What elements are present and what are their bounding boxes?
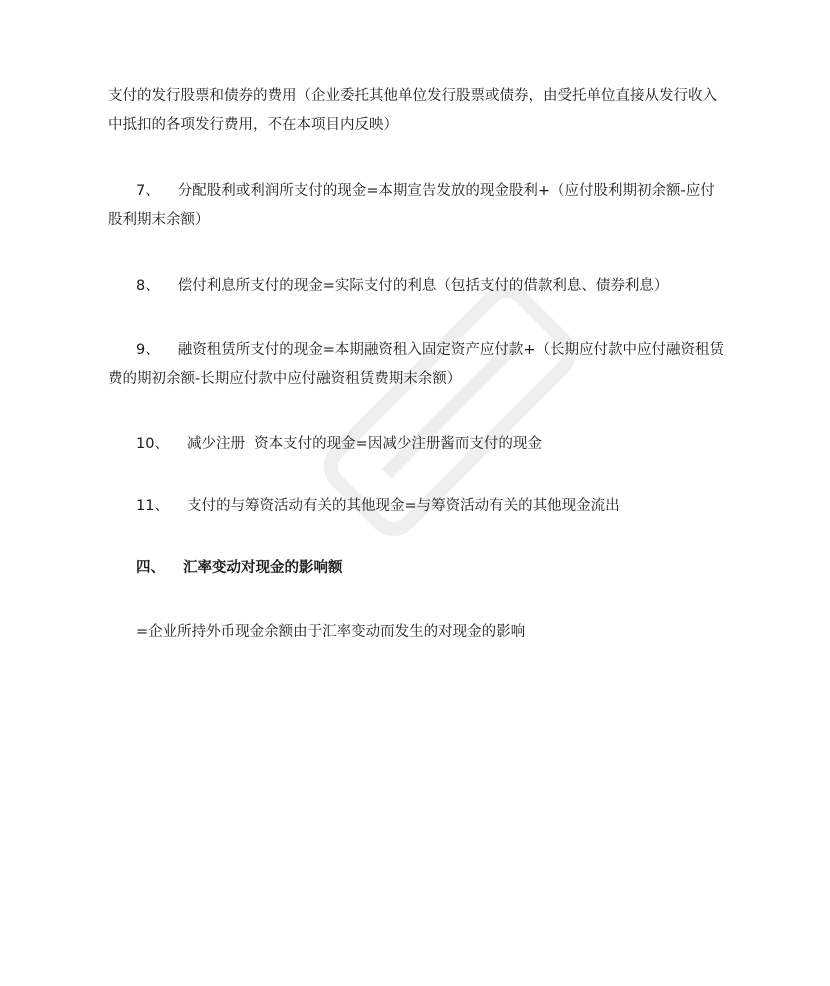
paragraph-continued bbox=[108, 82, 728, 140]
paragraph-item-7 bbox=[108, 177, 728, 235]
item-number: 8、 bbox=[136, 278, 160, 294]
item-text: 减少注册 资本支付的现金=因减少注册酱而支付的现金 bbox=[186, 436, 542, 452]
item-number: 10、 bbox=[136, 436, 169, 452]
item-number: 7、 bbox=[136, 183, 160, 199]
item-text: 分配股利或利润所支付的现金=本期宣告发放的现金股利+（应付股利期初余额-应付股利期末余额） bbox=[108, 183, 715, 228]
paragraph-item-9 bbox=[108, 336, 728, 394]
item-text: 支付的与筹资活动有关的其他现金=与筹资活动有关的其他现金流出 bbox=[186, 498, 620, 514]
paragraph-item-11 bbox=[108, 492, 728, 521]
paragraph-item-10 bbox=[108, 430, 728, 459]
paragraph-formula bbox=[136, 618, 756, 647]
section-heading-4 bbox=[108, 554, 728, 583]
heading-text: 汇率变动对现金的影响额 bbox=[183, 560, 343, 576]
item-number: 9、 bbox=[136, 342, 160, 358]
item-text: 融资租赁所支付的现金=本期融资租入固定资产应付款+（长期应付款中应付融资租赁费的期初余额-长期应付款中应付融资租赁费期末余额） bbox=[108, 342, 725, 387]
item-number: 11、 bbox=[136, 498, 169, 514]
item-text: 偿付利息所支付的现金=实际支付的利息（包括支付的借款利息、债券利息） bbox=[177, 278, 669, 294]
paragraph-item-8 bbox=[108, 272, 728, 301]
heading-number: 四、 bbox=[136, 560, 165, 576]
paragraph-text: 支付的发行股票和债券的费用（企业委托其他单位发行股票或债券，由受托单位直接从发行收入中抵扣的各项发行费用，不在本项目内反映） bbox=[108, 88, 717, 133]
paragraph-text: =企业所持外币现金余额由于汇率变动而发生的对现金的影响 bbox=[136, 624, 526, 640]
